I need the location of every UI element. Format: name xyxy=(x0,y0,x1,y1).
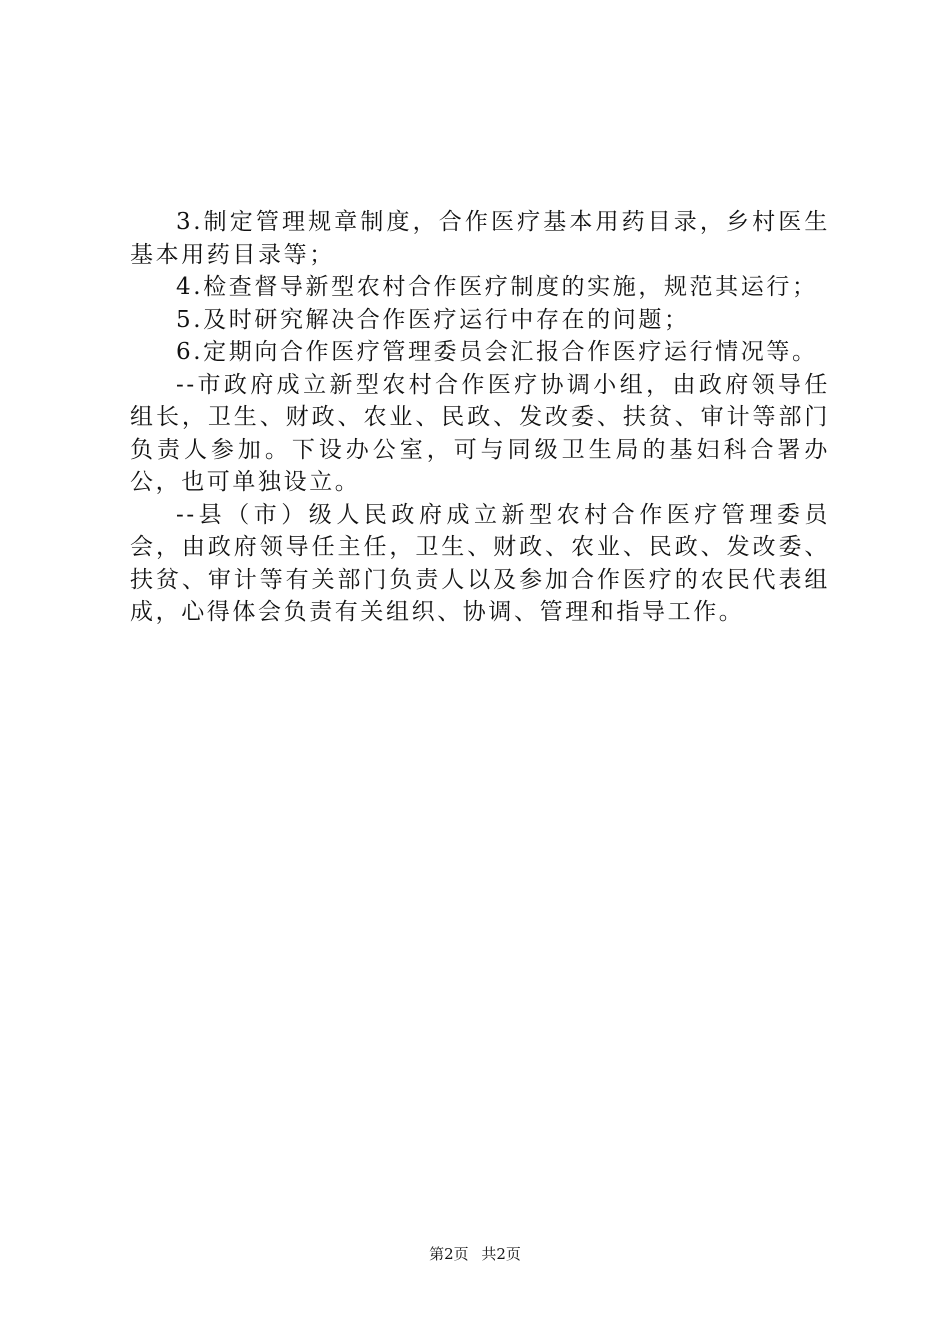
page-number-total: 共2页 xyxy=(481,1245,521,1263)
paragraph-item-5: 5.及时研究解决合作医疗运行中存在的问题； xyxy=(176,306,690,333)
paragraph-city-coordination: --市政府成立新型农村合作医疗协调小组，由政府领导任组长，卫生、财政、农业、民政、发改委、扶贫、审计等部门负责人参加。下设办公室，可与同级卫生局的基妇科合署办公，也可单独设立。 xyxy=(130,371,830,495)
paragraph-item-6: 6.定期向合作医疗管理委员会汇报合作医疗运行情况等。 xyxy=(176,339,818,365)
paragraph-item-3: 3.制定管理规章制度，合作医疗基本用药目录，乡村医生基本用药目录等； xyxy=(130,209,830,268)
page-footer xyxy=(0,1244,950,1264)
paragraph-item-4: 4.检查督导新型农村合作医疗制度的实施，规范其运行； xyxy=(176,274,818,300)
document-body xyxy=(130,206,830,629)
page-number-current: 第2页 xyxy=(429,1245,469,1263)
paragraph-county-committee: --县（市）级人民政府成立新型农村合作医疗管理委员会，由政府领导任主任，卫生、财政、农业、民政、发改委、扶贫、审计等有关部门负责人以及参加合作医疗的农民代表组成，心得体会负责有关组织、协调、管理和指导工作。 xyxy=(130,501,830,625)
